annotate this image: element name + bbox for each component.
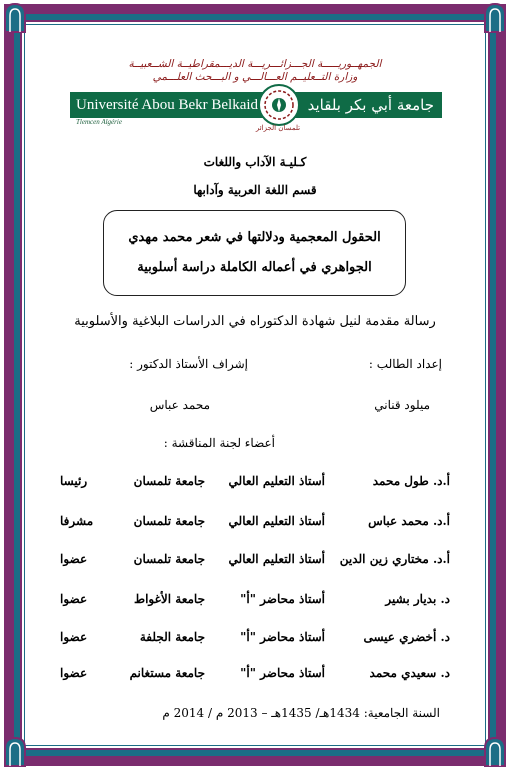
supervised-by-label: إشراف الأستاذ الدكتور : [129, 357, 248, 371]
member-name: د. سعيدي محمد [369, 666, 450, 680]
member-role: رئيسا [60, 474, 88, 488]
university-name-ar: جامعة أبي بكر بلقايد [307, 96, 434, 114]
member-rank: أستاذ التعليم العالي [228, 552, 325, 566]
member-role: عضوا [60, 552, 88, 566]
member-role: عضوا [60, 666, 88, 680]
university-logo-icon [258, 84, 300, 126]
university-city-fr: Tlemcen Algérie [76, 118, 122, 126]
prepared-by-label: إعداد الطالب : [368, 357, 442, 371]
committee-member-row [60, 552, 450, 574]
republic-name: الجمهــوريـــــة الجـــزائـــريـــة الديـــمقراطيــة الشــعبيــة [128, 58, 382, 70]
academic-year: السنة الجامعية: 1434هـ/ 1435هـ – 2013 م / 2014 م [162, 706, 440, 720]
member-role: مشرفا [60, 514, 94, 528]
thesis-subtitle: رسالة مقدمة لنيل شهادة الدكتوراه في الدراسات البلاغية والأسلوبية [74, 314, 436, 329]
university-banner [70, 92, 442, 118]
member-name: د. أخضري عيسى [363, 630, 450, 644]
member-rank: أستاذ التعليم العالي [228, 514, 325, 528]
department-name: قسم اللغة العربية وآدابها [193, 183, 317, 197]
committee-member-row [60, 592, 450, 614]
committee-member-row [60, 666, 450, 688]
member-name: أ.د. مختاري زين الدين [339, 552, 450, 566]
student-name: ميلود قناني [374, 398, 430, 412]
logo-caption: تلمسان الجزائر [255, 124, 301, 132]
member-name: د. بديار بشير [385, 592, 450, 606]
member-university: جامعة تلمسان [133, 474, 205, 488]
committee-member-row [60, 514, 450, 536]
committee-title: أعضاء لجنة المناقشة : [163, 436, 275, 450]
committee-member-row [60, 474, 450, 496]
thesis-title-line-2: الجواهري في أعماله الكاملة دراسة أسلوبية [137, 260, 372, 275]
member-university: جامعة مستغانم [129, 666, 205, 680]
member-university: جامعة الأغواط [134, 592, 205, 606]
corner-ornament-icon [482, 736, 508, 768]
thesis-title-line-1: الحقول المعجمية ودلالتها في شعر محمد مهدي [128, 230, 381, 245]
thesis-title-box [103, 210, 406, 296]
member-rank: أستاذ محاضر "أ" [240, 666, 325, 680]
member-rank: أستاذ محاضر "أ" [240, 630, 325, 644]
member-university: جامعة تلمسان [133, 552, 205, 566]
member-role: عضوا [60, 592, 88, 606]
university-name-fr: Université Abou Bekr Belkaid [76, 96, 259, 113]
republic-ministry-header [90, 58, 420, 84]
corner-ornament-icon [482, 2, 508, 34]
faculty-name: كـليـة الآداب واللغات [203, 155, 307, 169]
supervisor-name: محمد عباس [149, 398, 210, 412]
member-university: جامعة الجلفة [139, 630, 205, 644]
corner-ornament-icon [2, 736, 28, 768]
member-role: عضوا [60, 630, 88, 644]
member-name: أ.د. طول محمد [372, 474, 450, 488]
committee-member-row [60, 630, 450, 652]
ministry-name: وزارة التــعليــم العـــالـــي و البـــحث العلـــمي [152, 71, 358, 83]
member-rank: أستاذ التعليم العالي [228, 474, 325, 488]
corner-ornament-icon [2, 2, 28, 34]
member-name: أ.د. محمد عباس [368, 514, 450, 528]
member-rank: أستاذ محاضر "أ" [240, 592, 325, 606]
member-university: جامعة تلمسان [133, 514, 205, 528]
